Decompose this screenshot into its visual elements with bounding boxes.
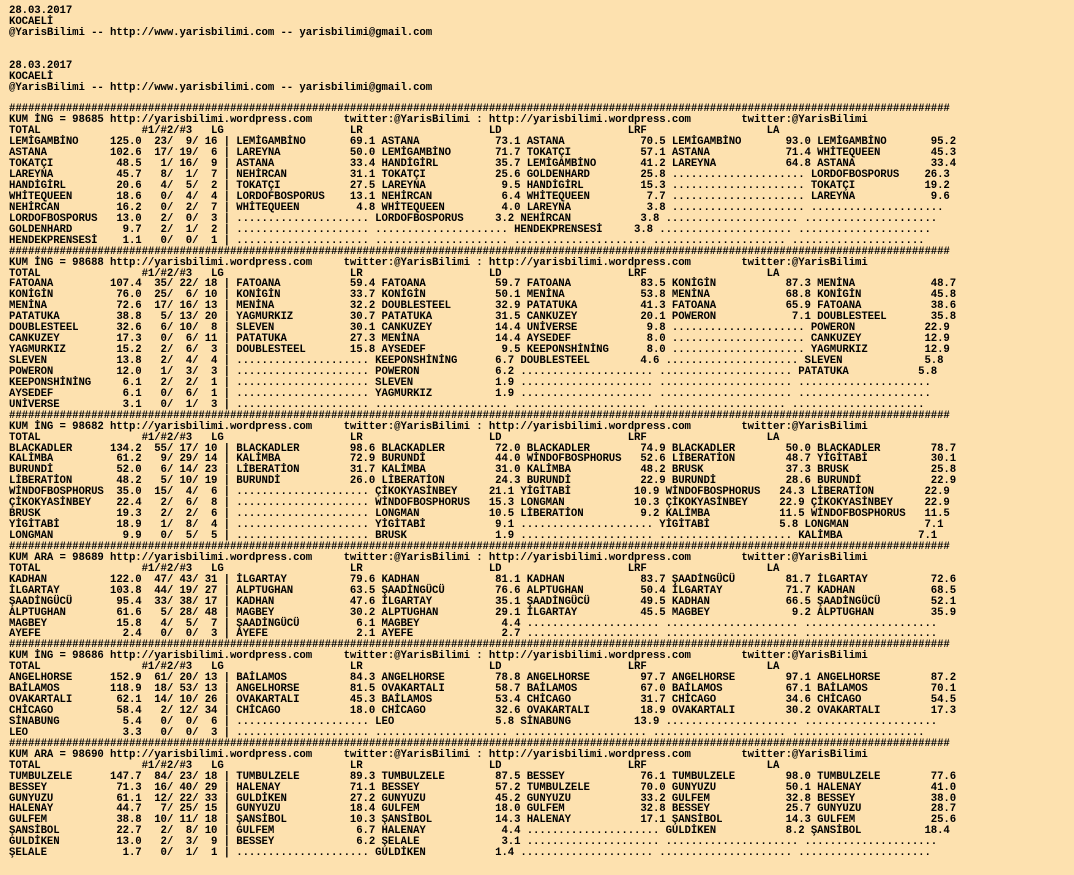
text-line: ##################################################################################################################################################### (9, 245, 950, 258)
text-line: KUM İNG = 98682 http://yarisbilimi.wordpress.com twitter:@YarisBilimi : http://yarisbilimi.wordpress.com twitter:@YarisBilimi (9, 420, 868, 433)
text-line: ŞAADİNGÜCÜ 95.4 33/ 38/ 17 | KADHAN 47.6 İLGARTAY 35.1 ŞAADİNGÜCÜ 49.5 KADHAN 66.5 ŞAADİNGÜCÜ 52.1 (9, 595, 957, 608)
text-line: HENDEKPRENSESİ 1.1 0/ 0/ 1 | ..................... ..................... ..................... ..................... ..................... (9, 234, 925, 247)
text-line: @YarisBilimi -- http://www.yarisbilimi.com -- yarisbilimi@gmail.com (9, 81, 433, 94)
text-line: BAİLAMOS 118.9 18/ 53/ 13 | ANGELHORSE 81.5 OVAKARTALI 58.7 BAİLAMOS 67.0 BAİLAMOS 67.1 BAİLAMOS 70.1 (9, 683, 957, 696)
text-line: DOUBLESTEEL 32.6 6/ 10/ 8 | SLEVEN 30.1 CANKUZEY 14.4 UNİVERSE 9.8 ..................... POWERON 22.9 (9, 322, 950, 335)
text-line (9, 39, 956, 50)
text-line: ALPTUGHAN 61.6 5/ 28/ 48 | MAGBEY 30.2 ALPTUGHAN 29.1 İLGARTAY 45.5 MAGBEY 9.2 ALPTUGHAN 35.9 (9, 606, 957, 619)
text-line: HALENAY 44.7 7/ 25/ 15 | GUNYUZU 18.4 GULFEM 18.0 GULFEM 32.8 BESSEY 25.7 GUNYUZU 28.7 (9, 803, 957, 816)
text-line: KOCAELİ (9, 15, 54, 28)
text-line: ÇİKOKYASİNBEY 22.4 2/ 6/ 8 | ..................... WİNDOFBOSPHORUS 15.3 LONGMAN 10.3 ÇİKOKYASİNBEY 22.9 ÇİKOKYASİNBEY 22.9 (9, 497, 950, 510)
text-line: GUNYUZU 61.1 12/ 22/ 33 | GULDİKEN 27.2 GUNYUZU 45.2 GUNYUZU 33.2 GULFEM 32.8 BESSEY 38.0 (9, 792, 957, 805)
text-line: FATOANA 107.4 35/ 22/ 18 | FATOANA 59.4 FATOANA 59.7 FATOANA 83.5 KONİGİN 87.3 MENİNA 48.7 (9, 278, 957, 291)
text-line: KOCAELİ (9, 70, 54, 83)
text-line: YİGİTABİ 18.9 1/ 8/ 4 | ..................... YİGİTABİ 9.1 ..................... YİGİTABİ 5.8 LONGMAN 7.1 (9, 519, 944, 532)
text-line (9, 50, 956, 61)
text-line: ##################################################################################################################################################### (9, 737, 950, 750)
text-line: TOTAL #1/#2/#3 LG LR LD LRF LA (9, 267, 780, 280)
text-line: İLGARTAY 103.8 44/ 19/ 27 | ALPTUGHAN 63.5 ŞAADİNGÜCÜ 76.6 ALPTUGHAN 50.4 İLGARTAY 71.7 KADHAN 68.5 (9, 584, 957, 597)
results-text-document (9, 6, 956, 859)
text-line: WİNDOFBOSPHORUS 35.0 15/ 4/ 6 | ..................... ÇİKOKYASİNBEY 21.1 YİGİTABİ 10.9 WİNDOFBOSPHORUS 24.3 LİBERATİON 22.9 (9, 486, 950, 499)
text-line: 28.03.2017 (9, 5, 73, 17)
text-line: LAREYNA 45.7 8/ 1/ 7 | NEHİRCAN 31.1 TOKATÇI 25.6 GOLDENHARD 25.8 ..................... LORDOFBOSPORUS 26.3 (9, 169, 950, 182)
text-line: ##################################################################################################################################################### (9, 103, 950, 116)
text-line: MENİNA 72.6 17/ 16/ 13 | MENİNA 32.2 DOUBLESTEEL 32.9 PATATUKA 41.3 FATOANA 65.9 FATOANA 38.6 (9, 300, 957, 313)
text-line: TUMBULZELE 147.7 84/ 23/ 18 | TUMBULZELE 89.3 TUMBULZELE 87.5 BESSEY 76.1 TUMBULZELE 98.0 TUMBULZELE 77.6 (9, 770, 957, 783)
text-line: ##################################################################################################################################################### (9, 639, 950, 652)
text-line: WHİTEQUEEN 18.6 0/ 4/ 4 | LORDOFBOSPORUS 13.1 NEHİRCAN 6.4 WHİTEQUEEN 7.7 ..................... LAREYNA 9.6 (9, 190, 950, 203)
text-line: KALİMBA 61.2 9/ 29/ 14 | KALİMBA 72.9 BURUNDİ 44.0 WİNDOFBOSPHORUS 52.6 LİBERATİON 48.7 YİGİTABİ 30.1 (9, 453, 957, 466)
text-line: ANGELHORSE 152.9 61/ 20/ 13 | BAİLAMOS 84.3 ANGELHORSE 78.8 ANGELHORSE 97.7 ANGELHORSE 97.1 ANGELHORSE 87.2 (9, 672, 957, 685)
text-line: MAGBEY 15.8 4/ 5/ 7 | ŞAADİNGÜCÜ 6.1 MAGBEY 4.4 ..................... ..................... ..................... (9, 617, 938, 630)
text-line: TOTAL #1/#2/#3 LG LR LD LRF LA (9, 759, 780, 772)
text-line: LEO 3.3 0/ 0/ 3 | ..................... ..................... ..................... ..................... ..................... (9, 726, 925, 739)
text-line: BURUNDİ 52.0 6/ 14/ 23 | LİBERATİON 31.7 KALİMBA 31.0 KALİMBA 48.2 BRUSK 37.3 BRUSK 25.8 (9, 464, 957, 477)
text-line: GULDİKEN 13.0 2/ 3/ 9 | BESSEY 6.2 ŞELALE 3.1 ..................... ..................... ..................... (9, 836, 938, 849)
text-line: TOTAL #1/#2/#3 LG LR LD LRF LA (9, 661, 780, 674)
text-line: OVAKARTALI 62.1 14/ 10/ 26 | OVAKARTALI 45.3 BAİLAMOS 53.4 CHİCAGO 31.7 CHİCAGO 34.6 CHİCAGO 54.5 (9, 694, 957, 707)
text-line: CANKUZEY 17.3 0/ 6/ 11 | PATATUKA 27.3 MENİNA 14.4 AYSEDEF 8.0 ..................... CANKUZEY 12.9 (9, 333, 950, 346)
text-line: GOLDENHARD 9.7 2/ 1/ 2 | ..................... ..................... HENDEKPRENSESİ 3.8 ..................... ..................... (9, 223, 931, 236)
text-line: TOKATÇI 48.5 1/ 16/ 9 | ASTANA 33.4 HANDİGİRL 35.7 LEMİGAMBİNO 41.2 LAREYNA 64.8 ASTANA 33.4 (9, 158, 957, 171)
text-line: @YarisBilimi -- http://www.yarisbilimi.com -- yarisbilimi@gmail.com (9, 26, 433, 39)
text-line: LİBERATİON 48.2 5/ 10/ 19 | BURUNDİ 26.0 LİBERATİON 24.3 BURUNDİ 22.9 BURUNDİ 28.6 BURUNDİ 22.9 (9, 475, 957, 488)
text-line: KUM ARA = 98690 http://yarisbilimi.wordpress.com twitter:@YarisBilimi : http://yarisbilimi.wordpress.com twitter:@YarisBilimi (9, 748, 868, 761)
text-line: KUM İNG = 98685 http://yarisbilimi.wordpress.com twitter:@YarisBilimi : http://yarisbilimi.wordpress.com twitter:@YarisBilimi (9, 114, 868, 127)
text-line: ŞELALE 1.7 0/ 1/ 1 | ..................... GULDİKEN 1.4 ..................... ..................... ..................... (9, 847, 931, 860)
text-line: ##################################################################################################################################################### (9, 409, 950, 422)
text-line: KEEPONSHİNİNG 6.1 2/ 2/ 1 | ..................... SLEVEN 1.9 ..................... ..................... ..................... (9, 376, 931, 389)
text-line: YAGMURKIZ 15.2 2/ 6/ 3 | DOUBLESTEEL 15.8 AYSEDEF 9.5 KEEPONSHİNİNG 8.0 ..................... YAGMURKIZ 12.9 (9, 344, 950, 357)
text-line: NEHİRCAN 16.2 0/ 2/ 7 | WHİTEQUEEN 4.8 WHİTEQUEEN 4.0 LAREYNA 3.8 ..................... ..................... (9, 201, 944, 214)
text-line: BESSEY 71.3 16/ 40/ 29 | HALENAY 71.1 BESSEY 57.2 TUMBULZELE 70.0 GUNYUZU 50.1 HALENAY 41.0 (9, 781, 957, 794)
text-line: CHİCAGO 58.4 2/ 12/ 34 | CHİCAGO 18.0 CHİCAGO 32.6 OVAKARTALI 18.9 OVAKARTALI 30.2 OVAKARTALI 17.3 (9, 705, 957, 717)
text-line: KUM ARA = 98689 http://yarisbilimi.wordpress.com twitter:@YarisBilimi : http://yarisbilimi.wordpress.com twitter:@YarisBilimi (9, 551, 868, 564)
text-line: AYSEDEF 6.1 0/ 6/ 1 | ..................... YAGMURKIZ 1.9 ..................... ..................... ..................... (9, 387, 931, 400)
text-line: BRUSK 19.3 2/ 2/ 6 | ..................... LONGMAN 10.5 LİBERATİON 9.2 KALİMBA 11.5 WİNDOFBOSPHORUS 11.5 (9, 508, 950, 521)
text-line: TOTAL #1/#2/#3 LG LR LD LRF LA (9, 431, 780, 444)
text-line: LORDOFBOSPORUS 13.0 2/ 0/ 3 | ..................... LORDOFBOSPORUS 3.2 NEHİRCAN 3.8 ..................... ..................... (9, 212, 938, 225)
text-line: TOTAL #1/#2/#3 LG LR LD LRF LA (9, 562, 780, 575)
text-line: TOTAL #1/#2/#3 LG LR LD LRF LA (9, 125, 780, 138)
text-line: SLEVEN 13.8 2/ 4/ 4 | ..................... KEEPONSHİNİNG 6.7 DOUBLESTEEL 4.6 ..................... SLEVEN 5.8 (9, 355, 944, 367)
text-line: ŞANSİBOL 22.7 2/ 8/ 10 | GULFEM 6.7 HALENAY 4.4 ..................... GULDİKEN 8.2 ŞANSİBOL 18.4 (9, 825, 950, 838)
text-line: POWERON 12.0 1/ 3/ 3 | ..................... POWERON 6.2 ..................... ..................... PATATUKA 5.8 (9, 365, 938, 378)
text-line: LONGMAN 9.9 0/ 5/ 5 | ..................... BRUSK 1.9 ..................... ..................... KALİMBA 7.1 (9, 530, 938, 542)
text-line: PATATUKA 38.8 5/ 13/ 20 | YAGMURKIZ 30.7 PATATUKA 31.5 CANKUZEY 20.1 POWERON 7.1 DOUBLESTEEL 35.8 (9, 311, 957, 324)
text-line: HANDİGİRL 20.6 4/ 5/ 2 | TOKATÇI 27.5 LAREYNA 9.5 HANDİGİRL 15.3 ..................... TOKATÇI 19.2 (9, 180, 950, 192)
text-line: ASTANA 102.6 17/ 19/ 6 | LAREYNA 50.0 LEMİGAMBİNO 71.7 TOKATÇI 57.1 ASTANA 71.4 WHİTEQUEEN 45.3 (9, 147, 957, 160)
text-line: KUM İNG = 98688 http://yarisbilimi.wordpress.com twitter:@YarisBilimi : http://yarisbilimi.wordpress.com twitter:@YarisBilimi (9, 256, 868, 269)
text-line: UNİVERSE 3.1 0/ 1/ 3 | ..................... ..................... ..................... ..................... ..................... (9, 398, 925, 411)
text-line: ##################################################################################################################################################### (9, 540, 950, 553)
text-line: KADHAN 122.0 47/ 43/ 31 | İLGARTAY 79.6 KADHAN 81.1 KADHAN 83.7 ŞAADİNGÜCÜ 81.7 İLGARTAY 72.6 (9, 573, 957, 586)
text-line: KUM İNG = 98686 http://yarisbilimi.wordpress.com twitter:@YarisBilimi : http://yarisbilimi.wordpress.com twitter:@YarisBilimi (9, 650, 868, 663)
text-line: SİNABUNG 5.4 0/ 0/ 6 | ..................... LEO 5.8 SİNABUNG 13.9 ..................... ..................... (9, 715, 938, 728)
text-line: GULFEM 38.8 10/ 11/ 18 | ŞANSİBOL 10.3 ŞANSİBOL 14.3 HALENAY 17.1 ŞANSİBOL 14.3 GULFEM 25.6 (9, 814, 957, 827)
text-line: KONİGİN 76.0 25/ 6/ 10 | KONİGİN 33.7 KONİGİN 50.1 MENİNA 53.8 MENİNA 68.8 KONİGİN 45.8 (9, 289, 957, 302)
text-line: BLACKADLER 134.2 55/ 17/ 10 | BLACKADLER 98.6 BLACKADLER 72.0 BLACKADLER 74.9 BLACKADLER 50.0 BLACKADLER 78.7 (9, 442, 957, 455)
text-line: 28.03.2017 (9, 59, 73, 72)
text-line: LEMİGAMBİNO 125.0 23/ 9/ 16 | LEMİGAMBİNO 69.1 ASTANA 73.1 ASTANA 70.5 LEMİGAMBİNO 93.0 LEMİGAMBİNO 95.2 (9, 136, 957, 149)
text-line: AYEFE 2.4 0/ 0/ 3 | AYEFE 2.1 AYEFE 2.7 ..................... ..................... ..................... (9, 628, 938, 641)
